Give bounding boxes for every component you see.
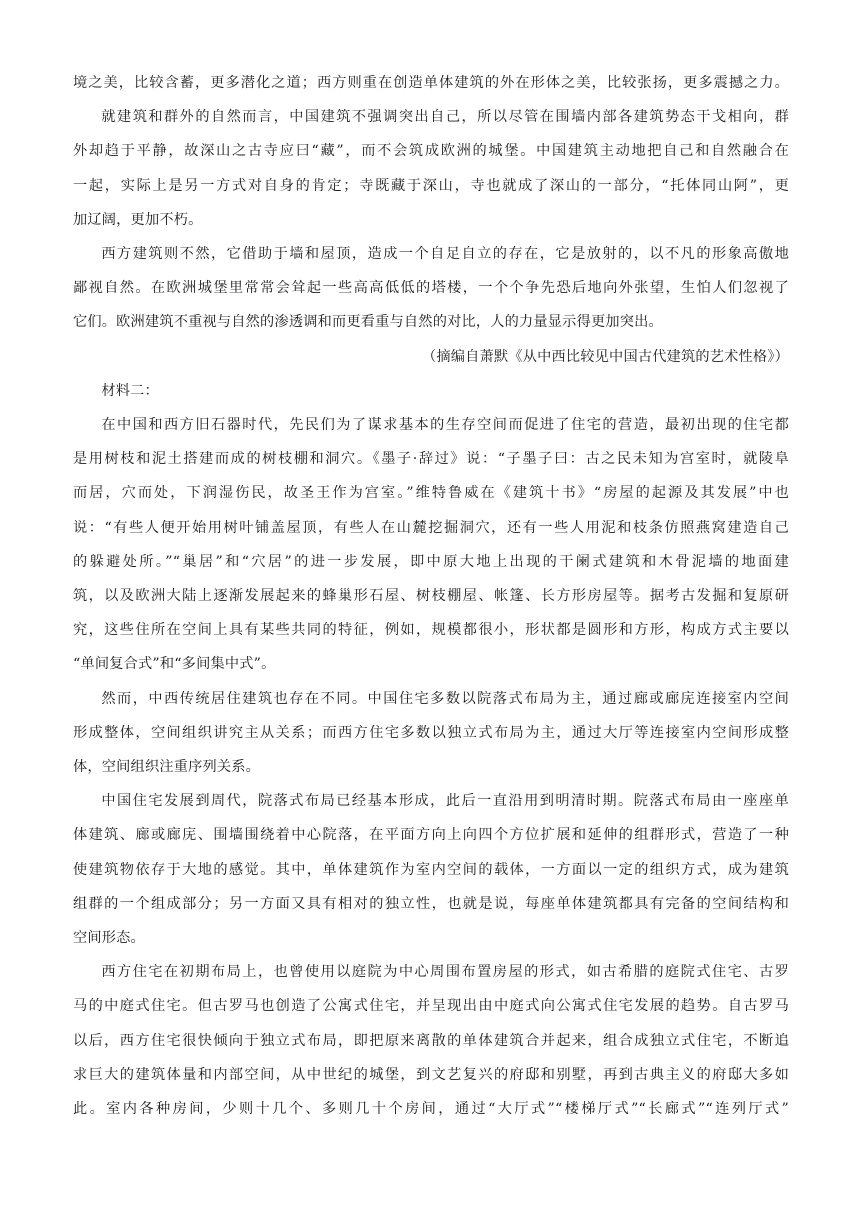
paragraph: [73, 955, 789, 1126]
text-line: 组群的一个组成部分；另一方面又具有相对的独立性，也就是说，每座单体建筑都具有完备的空间结构和: [73, 895, 789, 912]
paragraph-continuation: [73, 66, 789, 100]
text-line: 形成整体，空间组织讲究主从关系；而西方住宅多数以独立式布局为主，通过大厅等连接室内空间形成整: [73, 724, 789, 741]
text-line: 体建筑、廊或廊庑、围墙围绕着中心院落，在平面方向上向四个方位扩展和延伸的组群形式，营造了一种: [73, 827, 789, 844]
text-line: 体，空间组织注重序列关系。: [73, 759, 261, 776]
paragraph: [73, 100, 789, 237]
text-line: 鄙视自然。在欧洲城堡里常常会耸起一些高高低低的塔楼，一个个争先恐后地向外张望，生怕人们忽视了: [73, 280, 789, 297]
text-line: （摘编自萧默《从中西比较见中国古代建筑的艺术性格》）: [422, 348, 789, 365]
text-line: 西方建筑则不然，它借助于墙和屋顶，造成一个自足自立的存在，它是放射的，以不凡的形象高傲地: [101, 246, 789, 263]
text-line: 马的中庭式住宅。但古罗马也创造了公寓式住宅，并呈现出由中庭式向公寓式住宅发展的趋势。自古罗马: [73, 998, 789, 1015]
text-line: 西方住宅在初期布局上，也曾使用以庭院为中心周围布置房屋的形式，如古希腊的庭院式住宅、古罗: [101, 964, 789, 981]
paragraph: [73, 408, 789, 682]
text-line: 筑，以及欧洲大陆上逐渐发展起来的蜂巢形石屋、树枝棚屋、帐篷、长方形房屋等。据考古发掘和复原研: [73, 588, 789, 605]
text-line: 说：“有些人便开始用树叶铺盖屋顶，有些人在山麓挖掘洞穴，还有一些人用泥和枝条仿照燕窝建造自己: [73, 519, 789, 536]
text-line: 它们。欧洲建筑不重视与自然的渗透调和而更看重与自然的对比，人的力量显示得更加突出。: [73, 314, 663, 331]
text-line: 的躲避处所。”“巢居”和“穴居”的进一步发展，即中原大地上出现的干阑式建筑和木骨泥墙的地面建: [73, 553, 789, 570]
text-line: 以后，西方住宅很快倾向于独立式布局，即把原来离散的单体建筑合并起来，组合成独立式住宅，不断追: [73, 1032, 789, 1049]
text-line: 使建筑物依存于大地的感觉。其中，单体建筑作为室内空间的载体，一方面以一定的组织方式，成为建筑: [73, 861, 789, 878]
section-label: [73, 374, 789, 408]
document-body: [73, 66, 789, 1126]
text-line: 材料二：: [101, 382, 159, 399]
text-line: 一起，实际上是另一方式对自身的肯定；寺既藏于深山，寺也就成了深山的一部分，“托体同山阿”，更: [73, 177, 789, 194]
text-line: 究，这些住所在空间上具有某些共同的特征，例如，规模都很小，形状都是圆形和方形，构成方式主要以: [73, 622, 789, 639]
source-citation: [73, 340, 789, 374]
paragraph: [73, 237, 789, 340]
text-line: 空间形态。: [73, 930, 145, 947]
text-line: 在中国和西方旧石器时代，先民们为了谋求基本的生存空间而促进了住宅的营造，最初出现的住宅都: [101, 417, 789, 434]
text-line: 是用树枝和泥土搭建而成的树枝棚和洞穴。《墨子·辞过》说：“子墨子曰：古之民未知为宫室时，就陵阜: [73, 451, 789, 468]
text-line: 境之美，比较含蓄，更多潜化之道；西方则重在创造单体建筑的外在形体之美，比较张扬，更多震撼之力。: [73, 75, 789, 91]
paragraph: [73, 682, 789, 785]
paragraph: [73, 784, 789, 955]
text-line: 此。室内各种房间，少则十几个、多则几十个房间，通过“大厅式”“楼梯厅式”“长廊式”“连列厅式”: [73, 1101, 789, 1118]
text-line: 外却趋于平静，故深山之古寺应曰“藏”，而不会筑成欧洲的城堡。中国建筑主动地把自己和自然融合在: [73, 143, 789, 160]
text-line: “单间复合式”和“多间集中式”。: [73, 656, 276, 673]
text-line: 就建筑和群外的自然而言，中国建筑不强调突出自己，所以尽管在围墙内部各建筑势态干戈相向，群: [101, 109, 789, 126]
text-line: 然而，中西传统居住建筑也存在不同。中国住宅多数以院落式布局为主，通过廊或廊庑连接室内空间: [101, 690, 789, 707]
text-line: 中国住宅发展到周代，院落式布局已经基本形成，此后一直沿用到明清时期。院落式布局由一座座单: [101, 793, 789, 810]
text-line: 而居，穴而处，下润湿伤民，故圣王作为宫室。”维特鲁威在《建筑十书》“房屋的起源及其发展”中也: [73, 485, 789, 502]
text-line: 求巨大的建筑体量和内部空间，从中世纪的城堡，到文艺复兴的府邸和别墅，再到古典主义的府邸大多如: [73, 1066, 789, 1083]
text-line: 加辽阔，更加不朽。: [73, 211, 203, 228]
